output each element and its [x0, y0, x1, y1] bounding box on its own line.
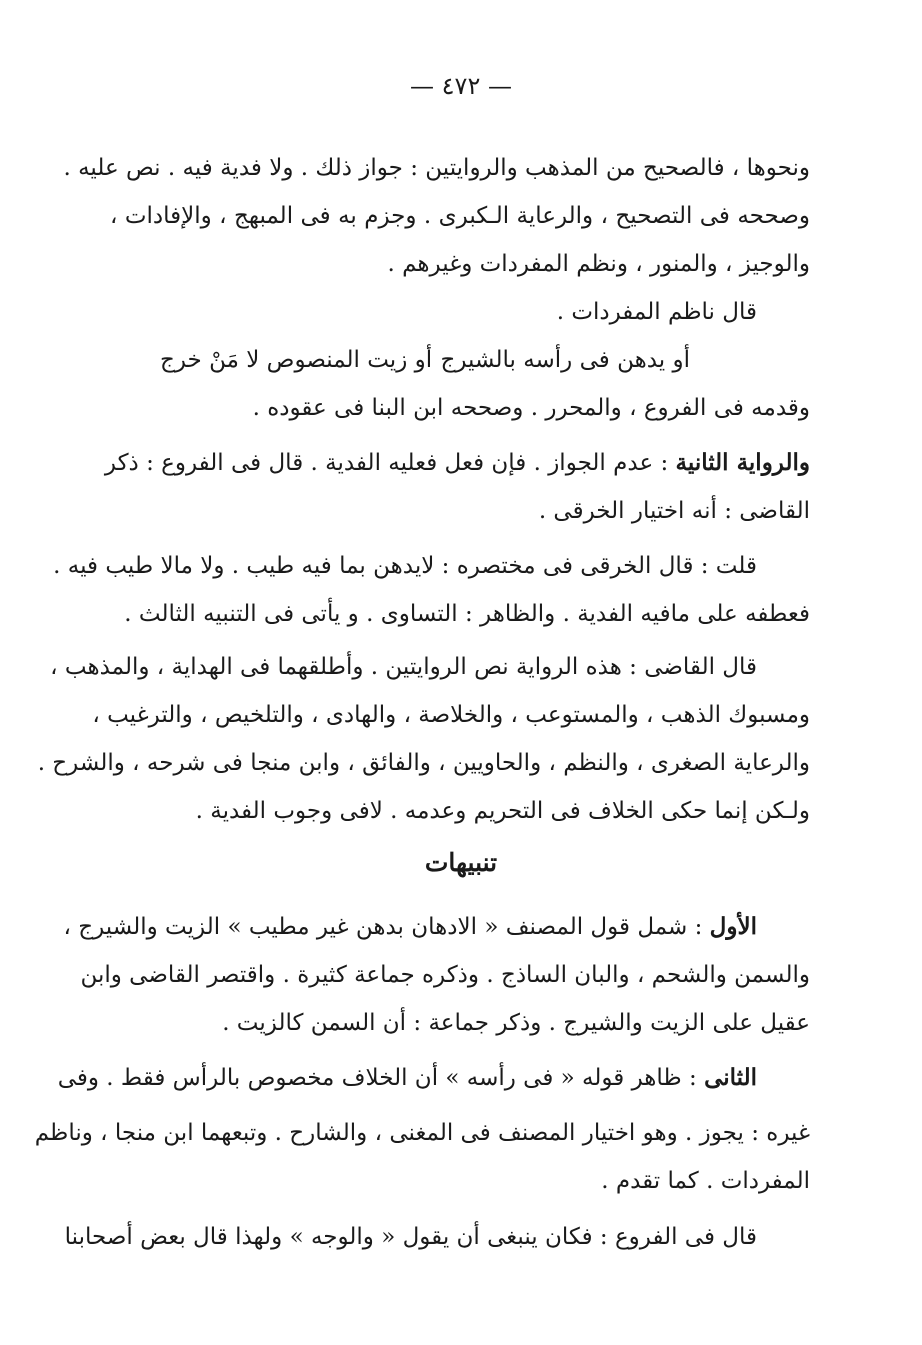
text-line: قلت : قال الخرقى فى مختصره : لايدهن بما فيه طيب . ولا مالا طيب فيه . — [53, 553, 757, 579]
text-line: والوجيز ، والمنور ، ونظم المفردات وغيرهم . — [387, 251, 810, 277]
verse-line — [160, 337, 690, 383]
text-line: المفردات . كما تقدم . — [601, 1168, 810, 1194]
awwal-text: : شمل قول المصنف « الادهان بدهن غير مطيب » الزيت والشيرج ، — [63, 914, 710, 940]
thani-line — [57, 1055, 757, 1101]
text-line: وصححه فى التصحيح ، والرعاية الـكبرى . وجزم به فى المبهج ، والإفادات ، — [110, 203, 810, 229]
awwal-label: الأول — [709, 913, 757, 940]
text-line: ولـكن إنما حكى الخلاف فى التحريم وعدمه . لافى وجوب الفدية . — [195, 798, 810, 824]
thani-label: الثانى — [704, 1064, 757, 1091]
thani-text: : ظاهر قوله « فى رأسه » أن الخلاف مخصوص بالرأس فقط . وفى — [57, 1065, 705, 1091]
text-line: ومسبوك الذهب ، والمستوعب ، والخلاصة ، والهادى ، والتلخيص ، والترغيب ، — [92, 702, 810, 728]
riwaya-text: : عدم الجواز . فإن فعل فعليه الفدية . قال فى الفروع : ذكر — [104, 450, 676, 476]
text-line: فعطفه على مافيه الفدية . والظاهر : التساوى . و يأتى فى التنبيه الثالث . — [124, 601, 810, 627]
verse-first-half: أو يدهن فى رأسه بالشيرج — [440, 347, 690, 373]
riwaya-label: والرواية الثانية — [675, 449, 810, 476]
text-line: غيره : يجوز . وهو اختيار المصنف فى المغنى ، والشارح . وتبعهما ابن منجا ، وناظم — [34, 1120, 810, 1146]
verse-second-half: أو زيت المنصوص لا مَنْ خرج — [160, 347, 433, 373]
text-line: ونحوها ، فالصحيح من المذهب والروايتين : جواز ذلك . ولا فدية فيه . نص عليه . — [63, 155, 810, 181]
text-line: والرعاية الصغرى ، والنظم ، والحاويين ، والفائق ، وابن منجا فى شرحه ، والشرح . — [37, 750, 810, 776]
text-line: قال ناظم المفردات . — [556, 299, 757, 325]
text-line: قال فى الفروع : فكان ينبغى أن يقول « والوجه » ولهذا قال بعض أصحابنا — [64, 1224, 757, 1250]
page-number: — ٤٧٢ — — [410, 72, 512, 100]
text-line: وقدمه فى الفروع ، والمحرر . وصححه ابن البنا فى عقوده . — [252, 395, 810, 421]
text-line: القاضى : أنه اختيار الخرقى . — [538, 498, 810, 524]
section-heading: تنبيهات — [424, 848, 498, 877]
text-line: قال القاضى : هذه الرواية نص الروايتين . وأطلقهما فى الهداية ، والمذهب ، — [50, 654, 757, 680]
awwal-line — [63, 904, 757, 950]
text-line: والسمن والشحم ، والبان الساذج . وذكره جماعة كثيرة . واقتصر القاضى وابن — [80, 962, 810, 988]
riwaya-line — [104, 440, 810, 486]
text-line: عقيل على الزيت والشيرج . وذكر جماعة : أن السمن كالزيت . — [222, 1010, 810, 1036]
